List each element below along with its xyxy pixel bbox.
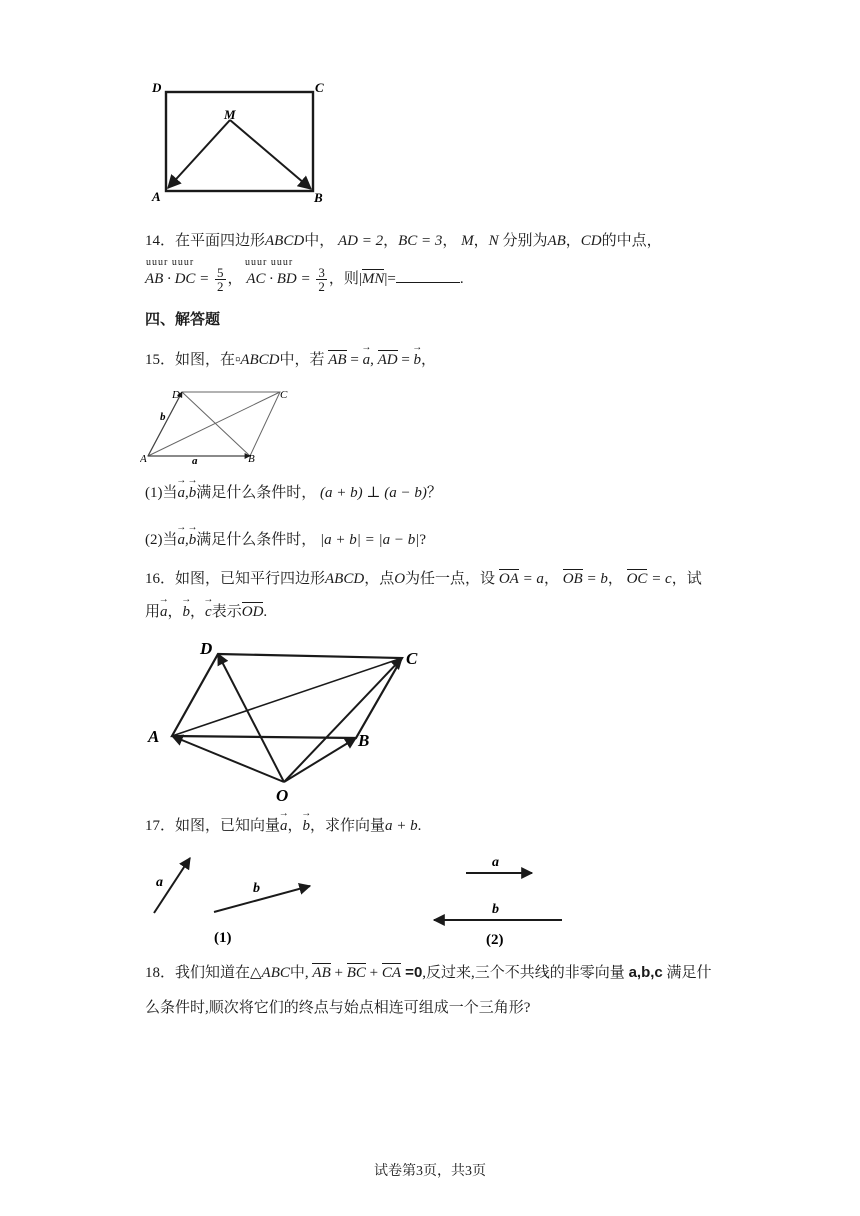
label-2: (2) bbox=[486, 932, 504, 948]
label-d: D bbox=[200, 639, 213, 658]
label-d: D bbox=[152, 80, 162, 95]
section-heading: 四、解答题 bbox=[145, 312, 221, 328]
figure-17-vectors bbox=[140, 846, 580, 952]
label-1: (1) bbox=[214, 930, 232, 946]
question-14-line2: AB · DC = $\frac{5}{2}$ ， AC · BD = $\frac{3}{2}$ ，则|MN|= . bbox=[145, 265, 464, 294]
question-18-line2: 么条件时,顺次将它们的终点与始点相连可组成一个三角形? bbox=[145, 1000, 531, 1016]
figure-15-parallelogram bbox=[140, 382, 300, 466]
label-b: B bbox=[358, 731, 370, 750]
question-14-line1: 14．在平面四边形ABCD中， AD = 2，BC = 3， M，N 分别为AB，CD的中点， bbox=[145, 233, 662, 249]
question-17-text: 17．如图，已知向量a →，b →，求作向量a + b. bbox=[145, 816, 421, 836]
question-15-part1: (1)当a →,b →满足什么条件时， (a + b) ⊥ (a − b)？ bbox=[145, 483, 442, 503]
question-18-line1: 18．我们知道在△ABC中, AB + BC + CA =0,反过来,三个不共线的非零向量 a,b,c 满足什 bbox=[145, 964, 712, 981]
label-o: O bbox=[276, 786, 289, 805]
question-16-line1: 16．如图，已知平行四边形ABCD，点O为任一点，设 OA = a， OB = b， OC = c，试 bbox=[145, 571, 702, 587]
fraction-3-2: $\frac{3}{2}$ bbox=[318, 265, 325, 294]
label-b1: b bbox=[253, 881, 260, 896]
label-m: M bbox=[224, 107, 236, 122]
question-16-line2: 用a →，b →，c →表示OD. bbox=[145, 602, 267, 622]
label-a: A bbox=[140, 453, 147, 465]
label-a-vec: a bbox=[192, 455, 198, 466]
question-14-ghost-marks-2: uuur uuur bbox=[245, 257, 294, 268]
label-b: B bbox=[314, 190, 323, 205]
label-a2: a bbox=[492, 855, 499, 870]
label-b: B bbox=[248, 453, 255, 465]
figure-13-rectangle bbox=[140, 72, 340, 212]
question-14-ghost-marks-1: uuur uuur bbox=[146, 257, 195, 268]
answer-blank[interactable] bbox=[396, 268, 460, 283]
label-c: C bbox=[406, 649, 418, 668]
figure-16-parallelogram bbox=[140, 636, 440, 806]
question-15-text: 15．如图，在▫ABCD中，若 AB = a →, AD = b →， bbox=[145, 350, 436, 370]
label-c: C bbox=[315, 80, 324, 95]
label-a: A bbox=[148, 727, 160, 746]
fraction-5-2: $\frac{5}{2}$ bbox=[217, 265, 224, 294]
label-b2: b bbox=[492, 902, 499, 917]
page-footer: 试卷第3页，共3页 bbox=[374, 1164, 486, 1179]
label-a: A bbox=[152, 189, 161, 204]
label-b-vec: b bbox=[160, 411, 166, 423]
question-15-part2: (2)当a →,b →满足什么条件时， |a + b| = |a − b|? bbox=[145, 530, 426, 550]
label-d: D bbox=[172, 389, 180, 401]
label-c: C bbox=[280, 389, 288, 401]
label-a1: a bbox=[156, 875, 163, 890]
